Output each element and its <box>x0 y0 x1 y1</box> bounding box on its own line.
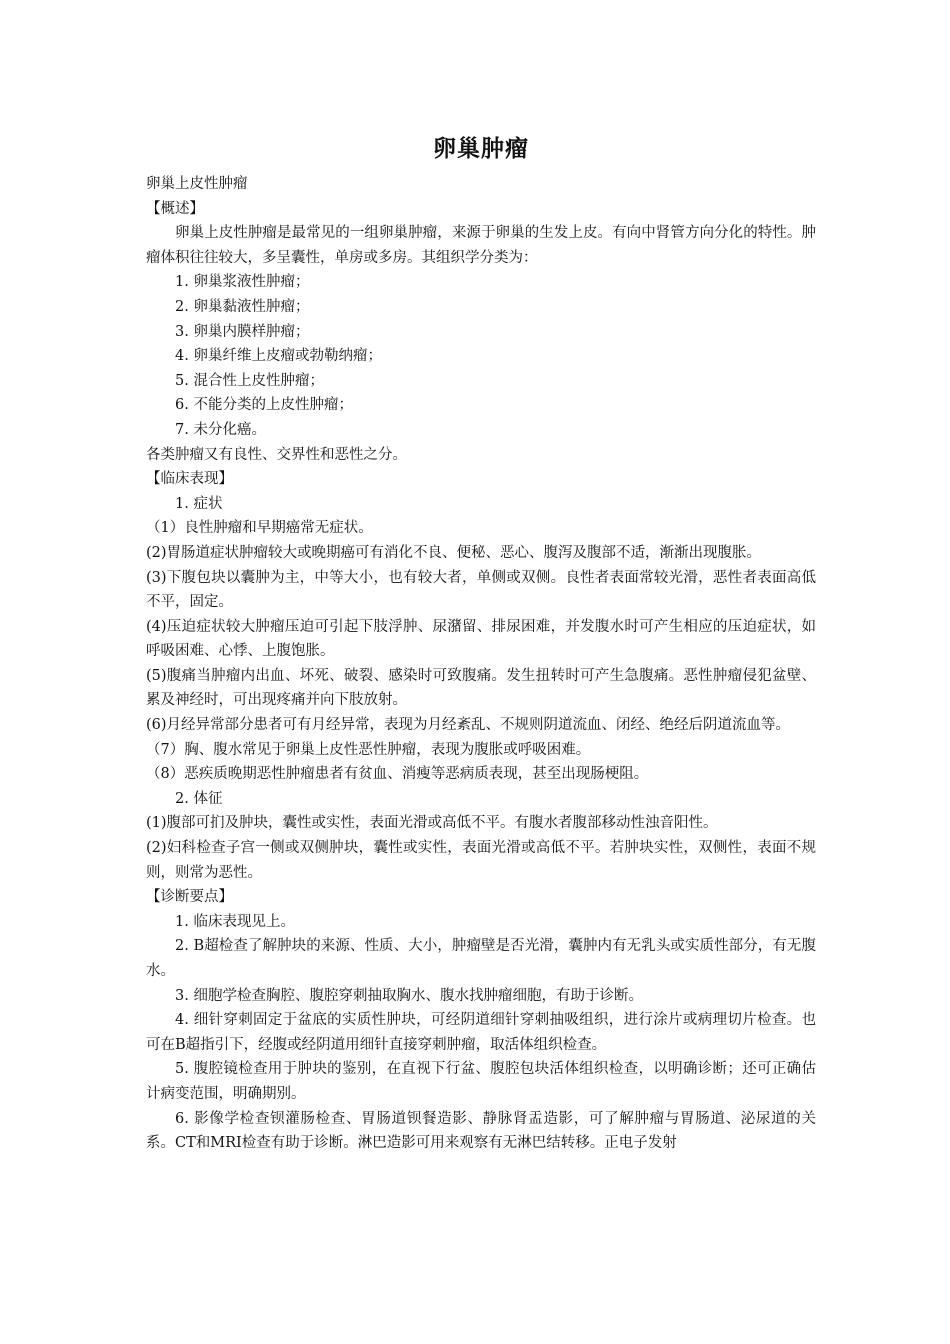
diagnosis-item: 5. 腹腔镜检查用于肿块的鉴别，在直视下行盆、腹腔包块活体组织检查，以明确诊断；还可正确估计病变范围，明确期别。 <box>146 1061 816 1102</box>
diagnosis-item: 1. 临床表现见上。 <box>175 913 295 930</box>
symptom-paragraph: （1）良性肿瘤和早期癌常无症状。 <box>146 520 373 537</box>
symptom-paragraph: (5)腹痛当肿瘤内出血、坏死、破裂、感染时可致腹痛。发生扭转时可产生急腹痛。恶性肿瘤侵犯盆壁、累及神经时，可出现疼痛并向下肢放射。 <box>146 667 816 709</box>
symptom-paragraph: (4)压迫症状较大肿瘤压迫可引起下肢浮肿、尿潴留、排尿困难，并发腹水时可产生相应的压迫症状，如呼吸困难、心悸、上腹饱胀。 <box>146 618 816 660</box>
overview-intro: 卵巢上皮性肿瘤是最常见的一组卵巢肿瘤，来源于卵巢的生发上皮。有向中肾管方向分化的特性。肿瘤体积往往较大，多呈囊性，单房或多房。其组织学分类为： <box>146 225 816 266</box>
classification-item: 7. 未分化癌。 <box>175 421 266 438</box>
diagnosis-item: 2. B超检查了解肿块的来源、性质、大小，肿瘤壁是否光滑，囊肿内有无乳头或实质性部分，有无腹水。 <box>146 938 816 979</box>
diagnosis-item: 3. 细胞学检查胸腔、腹腔穿刺抽取胸水、腹水找肿瘤细胞，有助于诊断。 <box>175 987 643 1004</box>
classification-item: 1. 卵巢浆液性肿瘤； <box>175 274 310 291</box>
overview-closing: 各类肿瘤又有良性、交界性和恶性之分。 <box>146 446 407 463</box>
document-page <box>146 132 816 1156</box>
symptoms-heading: 1. 症状 <box>175 495 223 512</box>
diagnosis-heading: 【诊断要点】 <box>146 889 233 906</box>
page-title: 卵巢肿瘤 <box>433 136 529 162</box>
symptom-paragraph: (3)下腹包块以囊肿为主，中等大小，也有较大者，单侧或双侧。良性者表面常较光滑，恶性者表面高低不平，固定。 <box>146 569 816 611</box>
classification-item: 4. 卵巢纤维上皮瘤或勃勒纳瘤； <box>175 348 382 365</box>
classification-item: 2. 卵巢黏液性肿瘤； <box>175 298 310 315</box>
symptom-paragraph: （7）胸、腹水常见于卵巢上皮性恶性肿瘤，表现为腹胀或呼吸困难。 <box>146 741 591 758</box>
symptom-paragraph: （8）恶疾质晚期恶性肿瘤患者有贫血、消瘦等恶病质表现，甚至出现肠梗阻。 <box>146 766 649 783</box>
classification-item: 3. 卵巢内膜样肿瘤； <box>175 323 310 340</box>
diagnosis-item: 4. 细针穿刺固定于盆底的实质性肿块，可经阴道细针穿刺抽吸组织，进行涂片或病理切片检查。也可在B超指引下，经腹或经阴道用细针直接穿刺肿瘤，取活体组织检查。 <box>146 1012 816 1053</box>
overview-heading: 【概述】 <box>146 200 204 217</box>
sign-paragraph: (1)腹部可扪及肿块，囊性或实性，表面光滑或高低不平。有腹水者腹部移动性浊音阳性。 <box>146 815 718 832</box>
signs-heading: 2. 体征 <box>175 790 223 807</box>
section-subtitle: 卵巢上皮性肿瘤 <box>146 176 248 192</box>
classification-item: 6. 不能分类的上皮性肿瘤； <box>175 397 353 414</box>
sign-paragraph: (2)妇科检查子宫一侧或双侧肿块，囊性或实性，表面光滑或高低不平。若肿块实性，双侧性，表面不规则，则常为恶性。 <box>146 840 816 881</box>
classification-item: 5. 混合性上皮性肿瘤； <box>175 372 324 389</box>
symptom-paragraph: (2)胃肠道症状肿瘤较大或晚期癌可有消化不良、便秘、恶心、腹泻及腹部不适，渐渐出现腹胀。 <box>146 544 762 561</box>
diagnosis-item: 6. 影像学检查钡灌肠检查、胃肠道钡餐造影、静脉肾盂造影，可了解肿瘤与胃肠道、泌尿道的关系。CT和MRI检查有助于诊断。淋巴造影可用来观察有无淋巴结转移。正电子发射 <box>146 1110 816 1152</box>
clinical-heading: 【临床表现】 <box>146 471 233 488</box>
symptom-paragraph: (6)月经异常部分患者可有月经异常，表现为月经紊乱、不规则阴道流血、闭经、绝经后阴道流血等。 <box>146 717 791 734</box>
